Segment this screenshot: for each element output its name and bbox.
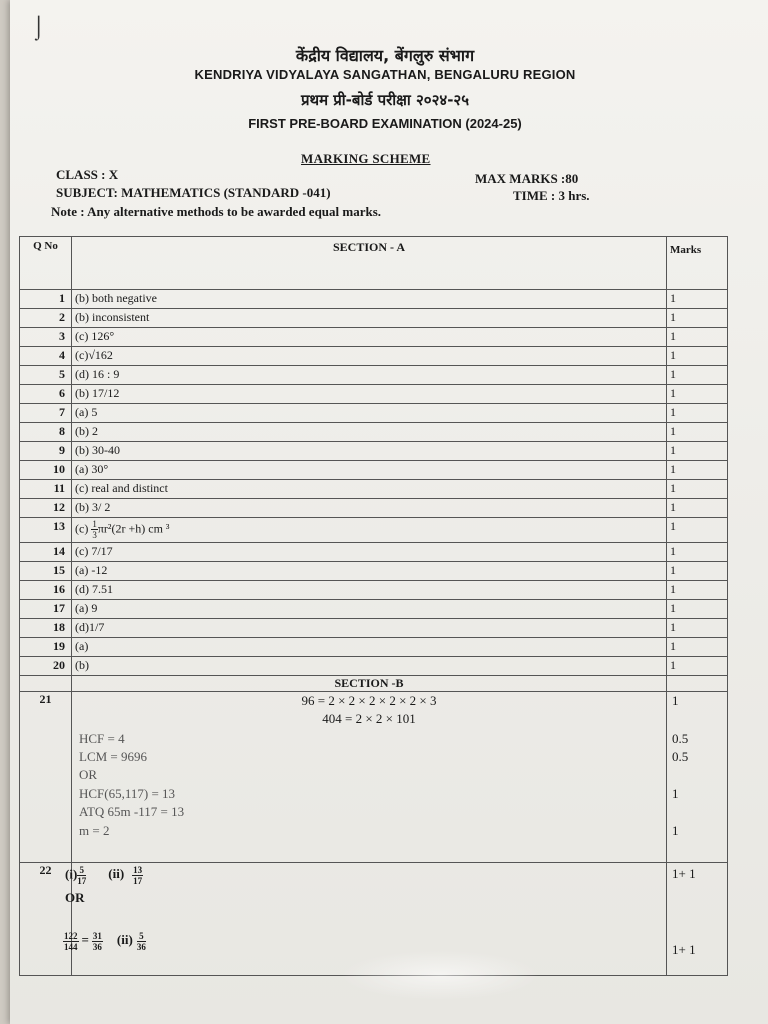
- table-header-row: [20, 237, 728, 290]
- answer-cell: (d)1/7: [72, 619, 667, 638]
- marks-cell: 1: [667, 518, 728, 543]
- marks-cell: 1: [667, 562, 728, 581]
- question-number: 12: [20, 499, 72, 518]
- solution-line: ATQ 65m -117 = 13: [79, 804, 185, 819]
- part-label: (ii): [108, 866, 125, 882]
- question-number: 10: [20, 461, 72, 480]
- part-label: (i): [65, 866, 78, 882]
- fraction-numerator: 31: [92, 931, 102, 941]
- marks-cell: 1: [667, 309, 728, 328]
- subject-label: SUBJECT: MATHEMATICS (STANDARD -041): [56, 185, 331, 200]
- solution-line: m = 2: [79, 823, 110, 838]
- question-number: 17: [20, 600, 72, 619]
- question-number: 11: [20, 480, 72, 499]
- exam-title: FIRST PRE-BOARD EXAMINATION (2024-25): [248, 116, 522, 131]
- question-number: 1: [20, 290, 72, 309]
- marks-cell: 1: [667, 581, 728, 600]
- question-number: 15: [20, 562, 72, 581]
- col-q-header: Q No: [20, 237, 72, 290]
- answer-cell: (c) 126°: [72, 328, 667, 347]
- document-title: MARKING SCHEME: [301, 151, 431, 166]
- marks-cell: 1: [667, 480, 728, 499]
- question-number: 14: [20, 543, 72, 562]
- fraction-denominator: 17: [133, 876, 143, 886]
- hindi-org-title: केंद्रीय विद्यालय, बेंगलुरु संभाग: [295, 46, 475, 65]
- question-number: 4: [20, 347, 72, 366]
- section-b-header: SECTION -B: [72, 676, 667, 692]
- part-label: (ii): [116, 932, 133, 948]
- question-number: 18: [20, 619, 72, 638]
- answer-cell: (d) 16 : 9: [72, 366, 667, 385]
- marks-cell: 1: [667, 600, 728, 619]
- mark-value: 0.5: [672, 749, 689, 764]
- marks-cell: 1: [667, 290, 728, 309]
- question-number: 21: [20, 692, 72, 863]
- answer-suffix: πr²(2r +h) cm ³: [97, 521, 170, 536]
- fraction-denominator: 36: [92, 942, 102, 952]
- solution-block: [75, 692, 663, 862]
- question-number: 16: [20, 581, 72, 600]
- equals-sign: =: [81, 932, 89, 948]
- question-number: 13: [20, 518, 72, 543]
- marks-cell: 1: [667, 638, 728, 657]
- max-marks-label: MAX MARKS :80: [475, 171, 579, 186]
- solution-line: [65, 865, 143, 886]
- photo-glare: [340, 950, 540, 1000]
- answer-cell: (d) 7.51: [72, 581, 667, 600]
- fraction: [132, 865, 143, 886]
- question-number: 3: [20, 328, 72, 347]
- answer-cell: (c) 7/17: [72, 543, 667, 562]
- question-number: 7: [20, 404, 72, 423]
- answer-cell: (a): [72, 638, 667, 657]
- table-row: [20, 518, 728, 543]
- solution-line: HCF(65,117) = 13: [79, 786, 176, 801]
- fraction-denominator: 36: [136, 942, 146, 952]
- solution-line: 404 = 2 × 2 × 101: [322, 711, 416, 726]
- table-row: [20, 442, 728, 461]
- fraction: [137, 931, 146, 952]
- table-row: [20, 480, 728, 499]
- solution-line: OR: [65, 890, 85, 905]
- question-number: 6: [20, 385, 72, 404]
- time-label: TIME : 3 hrs.: [513, 188, 590, 203]
- question-number: 8: [20, 423, 72, 442]
- answer-cell: (a) -12: [72, 562, 667, 581]
- class-label: CLASS : X: [56, 167, 119, 182]
- marks-cell: 1: [667, 423, 728, 442]
- marks-cell: 1: [667, 657, 728, 676]
- fraction-denominator: 17: [77, 876, 87, 886]
- marks-block: [670, 863, 724, 975]
- marks-cell: [667, 863, 728, 976]
- marks-cell: [667, 692, 728, 863]
- marks-cell: 1: [667, 543, 728, 562]
- table-row: [20, 543, 728, 562]
- table-row: [20, 385, 728, 404]
- solution-line: 96 = 2 × 2 × 2 × 2 × 2 × 3: [301, 693, 437, 708]
- answer-cell: (a) 30°: [72, 461, 667, 480]
- table-row: [20, 461, 728, 480]
- answer-prefix: (c): [75, 521, 92, 536]
- question-number: 22: [20, 863, 72, 976]
- marks-cell: 1: [667, 404, 728, 423]
- marks-cell: 1: [667, 385, 728, 404]
- marks-cell: 1: [667, 328, 728, 347]
- marks-cell: 1: [667, 442, 728, 461]
- marks-cell: 1: [667, 461, 728, 480]
- marks-cell: 1: [667, 619, 728, 638]
- fraction-denominator: 3: [92, 530, 97, 540]
- mark-value: 1: [672, 693, 679, 708]
- answer-cell: [72, 518, 667, 543]
- table-row: [20, 562, 728, 581]
- fraction-numerator: 13: [133, 865, 143, 875]
- blank-cell: [20, 676, 72, 692]
- table-row: [20, 423, 728, 442]
- solution-line: LCM = 9696: [79, 749, 148, 764]
- mark-value: 0.5: [672, 731, 689, 746]
- fraction-denominator: 144: [64, 942, 78, 952]
- table-row: [20, 347, 728, 366]
- fraction-numerator: 5: [77, 865, 86, 876]
- mark-value: 1+ 1: [672, 942, 696, 957]
- question-number: 20: [20, 657, 72, 676]
- question-number: 9: [20, 442, 72, 461]
- table-row: [20, 600, 728, 619]
- marks-cell: 1: [667, 347, 728, 366]
- fraction-numerator: 5: [137, 931, 146, 942]
- solution-line: [63, 931, 146, 952]
- marks-cell: 1: [667, 366, 728, 385]
- hindi-exam-title: प्रथम प्री-बोर्ड परीक्षा २०२४-२५: [300, 91, 470, 109]
- answer-cell: (b) inconsistent: [72, 309, 667, 328]
- fraction: [63, 931, 79, 952]
- fraction: [92, 931, 103, 952]
- blank-cell: [667, 676, 728, 692]
- answer-cell: (a) 9: [72, 600, 667, 619]
- table-row: [20, 366, 728, 385]
- table-row: [20, 328, 728, 347]
- solution-cell: [72, 692, 667, 863]
- table-row: [20, 309, 728, 328]
- answer-cell: (b) 30-40: [72, 442, 667, 461]
- question-number: 5: [20, 366, 72, 385]
- solution-line: HCF = 4: [79, 731, 125, 746]
- mark-value: 1: [672, 786, 679, 801]
- col-marks-header: Marks: [667, 237, 728, 290]
- mark-value: 1+ 1: [672, 866, 696, 881]
- table-row: [20, 657, 728, 676]
- answer-cell: (c)√162: [72, 347, 667, 366]
- table-row: [20, 619, 728, 638]
- marks-cell: 1: [667, 499, 728, 518]
- answer-cell: (b) 17/12: [72, 385, 667, 404]
- answer-cell: (a) 5: [72, 404, 667, 423]
- answer-cell: (b): [72, 657, 667, 676]
- answer-sheet: [10, 0, 768, 1024]
- answer-cell: (b) 3/ 2: [72, 499, 667, 518]
- fraction: [77, 865, 86, 886]
- answer-cell: (b) 2: [72, 423, 667, 442]
- mark-value: 1: [672, 823, 679, 838]
- pen-mark: ⌡: [32, 14, 46, 39]
- table-row: [20, 404, 728, 423]
- marking-table: [19, 236, 728, 976]
- section-b-row: [20, 676, 728, 692]
- table-row: [20, 499, 728, 518]
- table-row: [20, 581, 728, 600]
- table-row: [20, 638, 728, 657]
- section-a-header: SECTION - A: [72, 237, 667, 290]
- question-number: 2: [20, 309, 72, 328]
- fraction-numerator: 122: [64, 931, 78, 941]
- note-text: Note : Any alternative methods to be awarded equal marks.: [51, 204, 382, 219]
- answer-cell: (b) both negative: [72, 290, 667, 309]
- table-row-q21: [20, 692, 728, 863]
- fraction-numerator: 1: [92, 519, 97, 529]
- question-number: 19: [20, 638, 72, 657]
- marks-block: [670, 692, 724, 862]
- answer-cell: (c) real and distinct: [72, 480, 667, 499]
- table-row: [20, 290, 728, 309]
- org-title: KENDRIYA VIDYALAYA SANGATHAN, BENGALURU REGION: [194, 67, 576, 82]
- solution-line: OR: [79, 767, 98, 782]
